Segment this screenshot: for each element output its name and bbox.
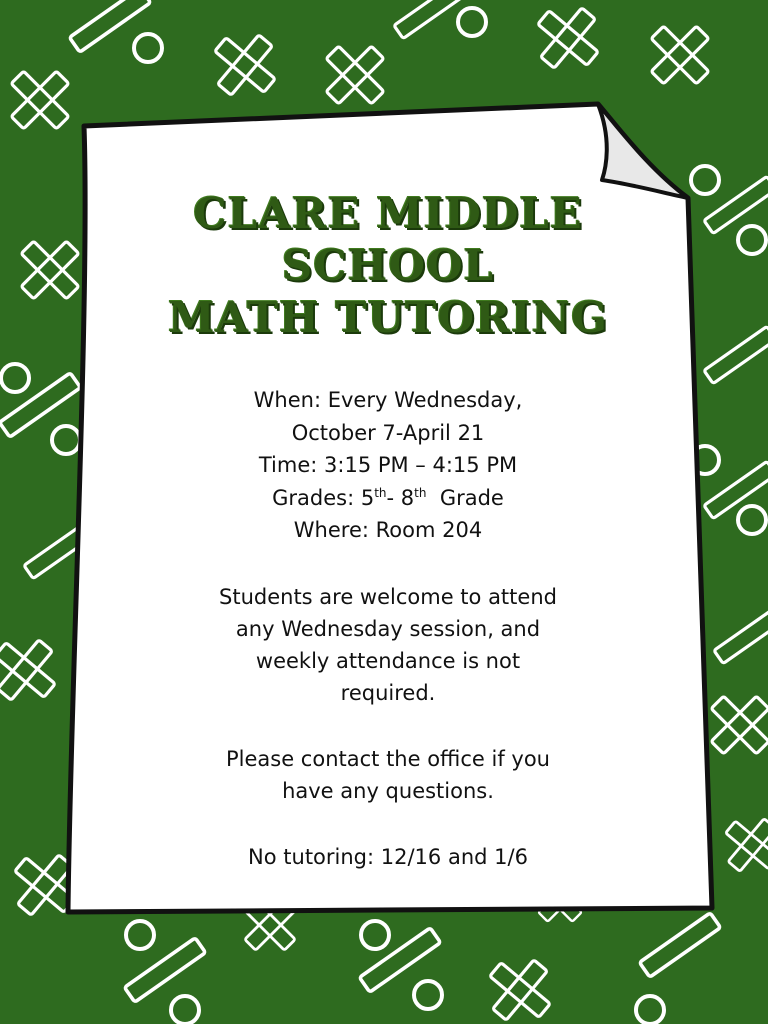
title-line-2: SCHOOL (281, 241, 495, 290)
flyer-content (120, 188, 656, 873)
grades-line: Grades: 5th- 8th Grade (272, 485, 504, 510)
title-line-3: MATH TUTORING (168, 293, 608, 342)
contact-note: Please contact the office if you have any questions. (225, 746, 550, 803)
schedule-details (120, 384, 656, 547)
no-tutoring-note: No tutoring: 12/16 and 1/6 (248, 844, 528, 869)
when-line-2: October 7-April 21 (291, 420, 485, 445)
time-line: Time: 3:15 PM – 4:15 PM (258, 453, 518, 477)
attendance-note: Students are welcome to attend any Wednesday session, and weekly attendance is not required. (219, 584, 557, 705)
when-line-1: When: Every Wednesday, (253, 388, 523, 412)
title-line-1: CLARE MIDDLE (193, 189, 583, 238)
flyer-title (120, 188, 656, 344)
where-line: Where: Room 204 (293, 518, 483, 542)
